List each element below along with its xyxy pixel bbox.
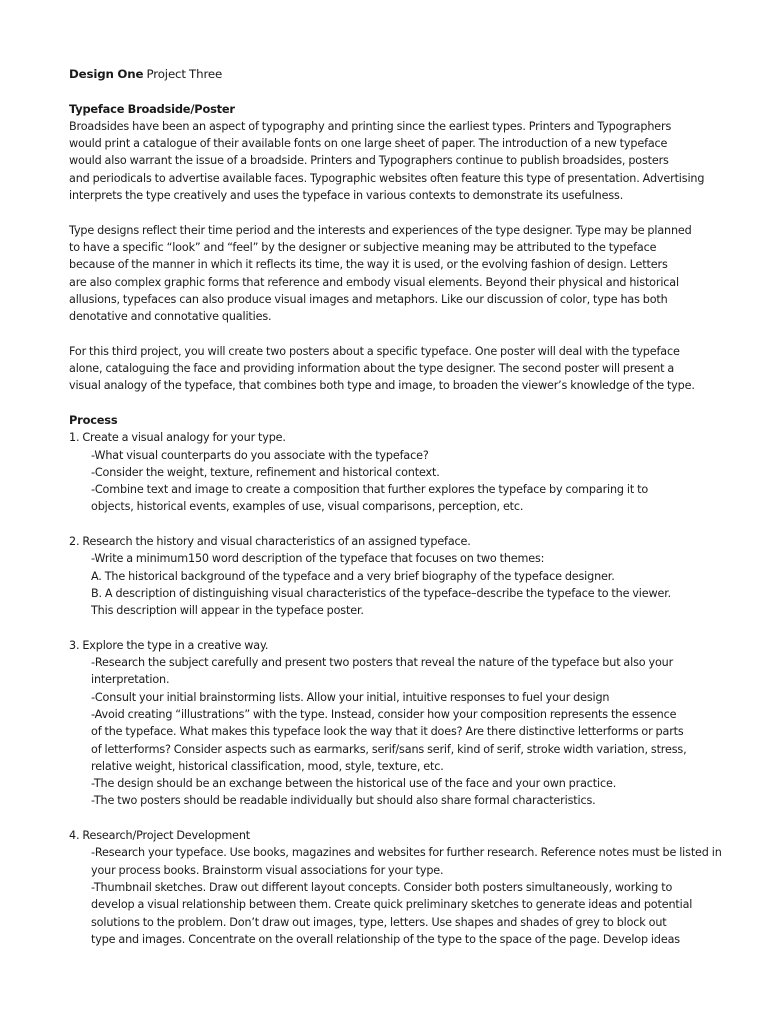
paragraph-line: because of the manner in which it reflects its time, the way it is used, or the evolving fashion of design. Letters xyxy=(69,258,668,272)
step-line: -Research your typeface. Use books, magazines and websites for further research. Reference notes must be listed in xyxy=(91,846,722,860)
step-line: interpretation. xyxy=(91,673,170,687)
paragraph-line: would print a catalogue of their available fonts on one large sheet of paper. The introduction of a new typeface xyxy=(69,137,668,151)
section-heading-process: Process xyxy=(69,412,118,427)
paragraph-line: Broadsides have been an aspect of typography and printing since the earliest types. Printers and Typographers xyxy=(69,119,672,133)
paragraph-line: and periodicals to advertise available faces. Typographic websites often feature this type of presentation. Advertising xyxy=(69,171,705,185)
spacer xyxy=(69,204,709,221)
paragraph-line: are also complex graphic forms that reference and embody visual elements. Beyond their physical and historical xyxy=(69,275,679,289)
step-line: B. A description of distinguishing visual characteristics of the typeface–describe the typeface to the viewer. xyxy=(91,586,672,600)
paragraph-line: For this third project, you will create two posters about a specific typeface. One poster will deal with the typeface xyxy=(69,344,680,358)
step-line: -Thumbnail sketches. Draw out different layout concepts. Consider both posters simultaneously, working to xyxy=(91,880,673,894)
paragraph-line: Type designs reflect their time period and the interests and experiences of the type designer. Type may be planned xyxy=(69,223,692,237)
step-line: -The design should be an exchange between the historical use of the face and your own practice. xyxy=(91,777,617,791)
step-line: objects, historical events, examples of use, visual comparisons, perception, etc. xyxy=(91,500,524,514)
document-title xyxy=(69,66,709,83)
step-line: -Consult your initial brainstorming lists. Allow your initial, intuitive responses to fuel your design xyxy=(91,690,610,704)
paragraph-line: would also warrant the issue of a broadside. Printers and Typographers continue to publish broadsides, posters xyxy=(69,154,669,168)
course-name: Design One xyxy=(69,67,144,81)
step-line: of the typeface. What makes this typeface look the way that it does? Are there distinctive letterforms or parts xyxy=(91,725,684,739)
step-line: develop a visual relationship between them. Create quick preliminary sketches to generate ideas and potential xyxy=(91,898,693,912)
step-title: 1. Create a visual analogy for your type. xyxy=(69,431,286,445)
paragraph-line: interprets the type creatively and uses the typeface in various contexts to demonstrate its usefulness. xyxy=(69,189,624,203)
paragraph-line: alone, cataloguing the face and providing information about the type designer. The second poster will present a xyxy=(69,362,675,376)
step-line: -Avoid creating “illustrations” with the type. Instead, consider how your composition represents the essence xyxy=(91,707,677,721)
step-line: solutions to the problem. Don’t draw out images, type, letters. Use shapes and shades of grey to block out xyxy=(91,915,667,929)
step-line: your process books. Brainstorm visual associations for your type. xyxy=(91,863,444,877)
spacer xyxy=(69,516,709,533)
step-line: relative weight, historical classification, mood, style, texture, etc. xyxy=(91,759,444,773)
spacer xyxy=(69,810,709,827)
step-line: -The two posters should be readable individually but should also share formal characteristics. xyxy=(91,794,596,808)
paragraph-line: allusions, typefaces can also produce visual images and metaphors. Like our discussion of color, type has both xyxy=(69,292,668,306)
spacer xyxy=(69,620,709,637)
paragraph-line: denotative and connotative qualities. xyxy=(69,310,272,324)
step-line: -What visual counterparts do you associate with the typeface? xyxy=(91,448,429,462)
spacer xyxy=(69,395,709,412)
step-line: -Consider the weight, texture, refinement and historical context. xyxy=(91,465,440,479)
step-line: A. The historical background of the typeface and a very brief biography of the typeface designer. xyxy=(91,569,615,583)
step-line: of letterforms? Consider aspects such as earmarks, serif/sans serif, kind of serif, stroke width variation, stress, xyxy=(91,742,687,756)
document-page xyxy=(69,66,722,948)
section-heading-broadside: Typeface Broadside/Poster xyxy=(69,101,235,116)
step-title: 3. Explore the type in a creative way. xyxy=(69,638,269,652)
step-line: -Combine text and image to create a composition that further explores the typeface by comparing it to xyxy=(91,483,649,497)
step-title: 4. Research/Project Development xyxy=(69,829,251,843)
step-line: -Research the subject carefully and present two posters that reveal the nature of the typeface but also your xyxy=(91,656,674,670)
step-title: 2. Research the history and visual characteristics of an assigned typeface. xyxy=(69,535,471,549)
spacer xyxy=(69,83,709,100)
paragraph-line: visual analogy of the typeface, that combines both type and image, to broaden the viewer’s knowledge of the type. xyxy=(69,379,695,393)
spacer xyxy=(69,325,709,342)
step-line: -Write a minimum150 word description of the typeface that focuses on two themes: xyxy=(91,552,545,566)
paragraph-line: to have a specific “look” and “feel” by the designer or subjective meaning may be attributed to the typeface xyxy=(69,240,657,254)
step-line: This description will appear in the typeface poster. xyxy=(91,604,364,618)
project-name: Project Three xyxy=(146,67,223,81)
step-line: type and images. Concentrate on the overall relationship of the type to the space of the page. Develop ideas xyxy=(91,932,680,946)
